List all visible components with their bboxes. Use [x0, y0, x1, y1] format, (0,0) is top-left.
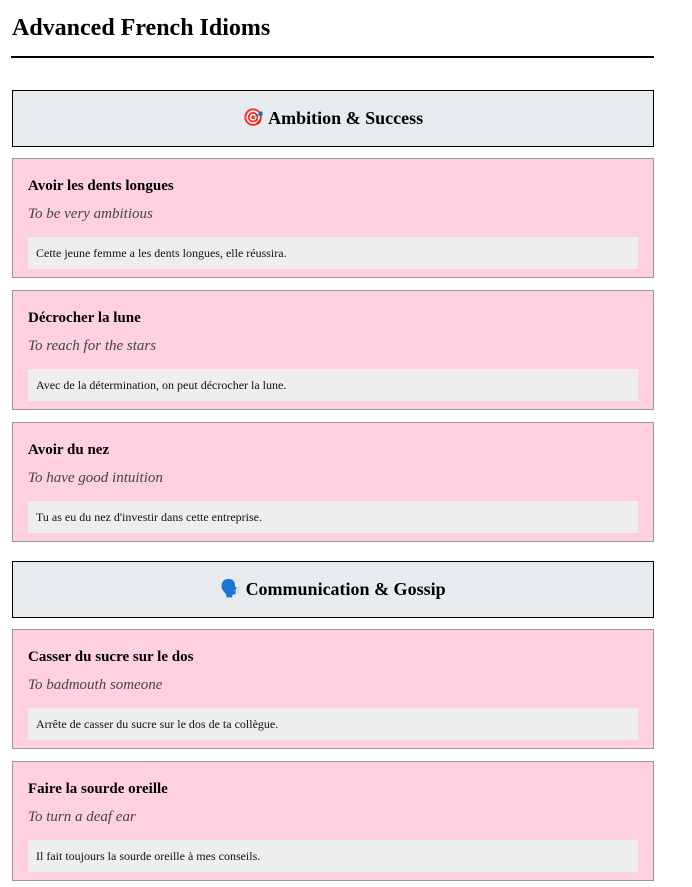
idiom-card: [12, 158, 654, 278]
idiom-phrase: Avoir les dents longues: [28, 178, 174, 194]
idiom-card: [12, 761, 654, 881]
idiom-meaning: To be very ambitious: [28, 206, 153, 222]
idiom-card: [12, 290, 654, 410]
idiom-meaning: To reach for the stars: [28, 338, 157, 354]
idiom-example: Avec de la détermination, on peut décrocher la lune.: [28, 369, 638, 401]
idiom-example: Cette jeune femme a les dents longues, elle réussira.: [28, 237, 638, 269]
idiom-phrase: Casser du sucre sur le dos: [28, 649, 194, 665]
speaking-head-icon: 🗣️: [220, 579, 242, 599]
idiom-example: Tu as eu du nez d'investir dans cette entreprise.: [28, 501, 638, 533]
idiom-phrase: Avoir du nez: [28, 442, 110, 458]
section-title: Ambition & Success: [268, 108, 424, 128]
idiom-meaning: To have good intuition: [28, 470, 163, 486]
idiom-meaning: To badmouth someone: [28, 677, 163, 693]
idiom-card: [12, 422, 654, 542]
idiom-phrase: Décrocher la lune: [28, 310, 141, 326]
idiom-meaning: To turn a deaf ear: [28, 809, 136, 825]
section-header-communication-gossip: [12, 561, 654, 618]
idiom-phrase: Faire la sourde oreille: [28, 781, 168, 797]
section-header-ambition-success: [12, 90, 654, 147]
page-title: Advanced French Idioms: [12, 15, 271, 41]
idiom-card: [12, 629, 654, 749]
idiom-example: Arrête de casser du sucre sur le dos de ta collègue.: [28, 708, 638, 740]
target-icon: 🎯: [242, 108, 265, 128]
section-title: Communication & Gossip: [245, 579, 446, 599]
idiom-example: Il fait toujours la sourde oreille à mes conseils.: [28, 840, 638, 872]
